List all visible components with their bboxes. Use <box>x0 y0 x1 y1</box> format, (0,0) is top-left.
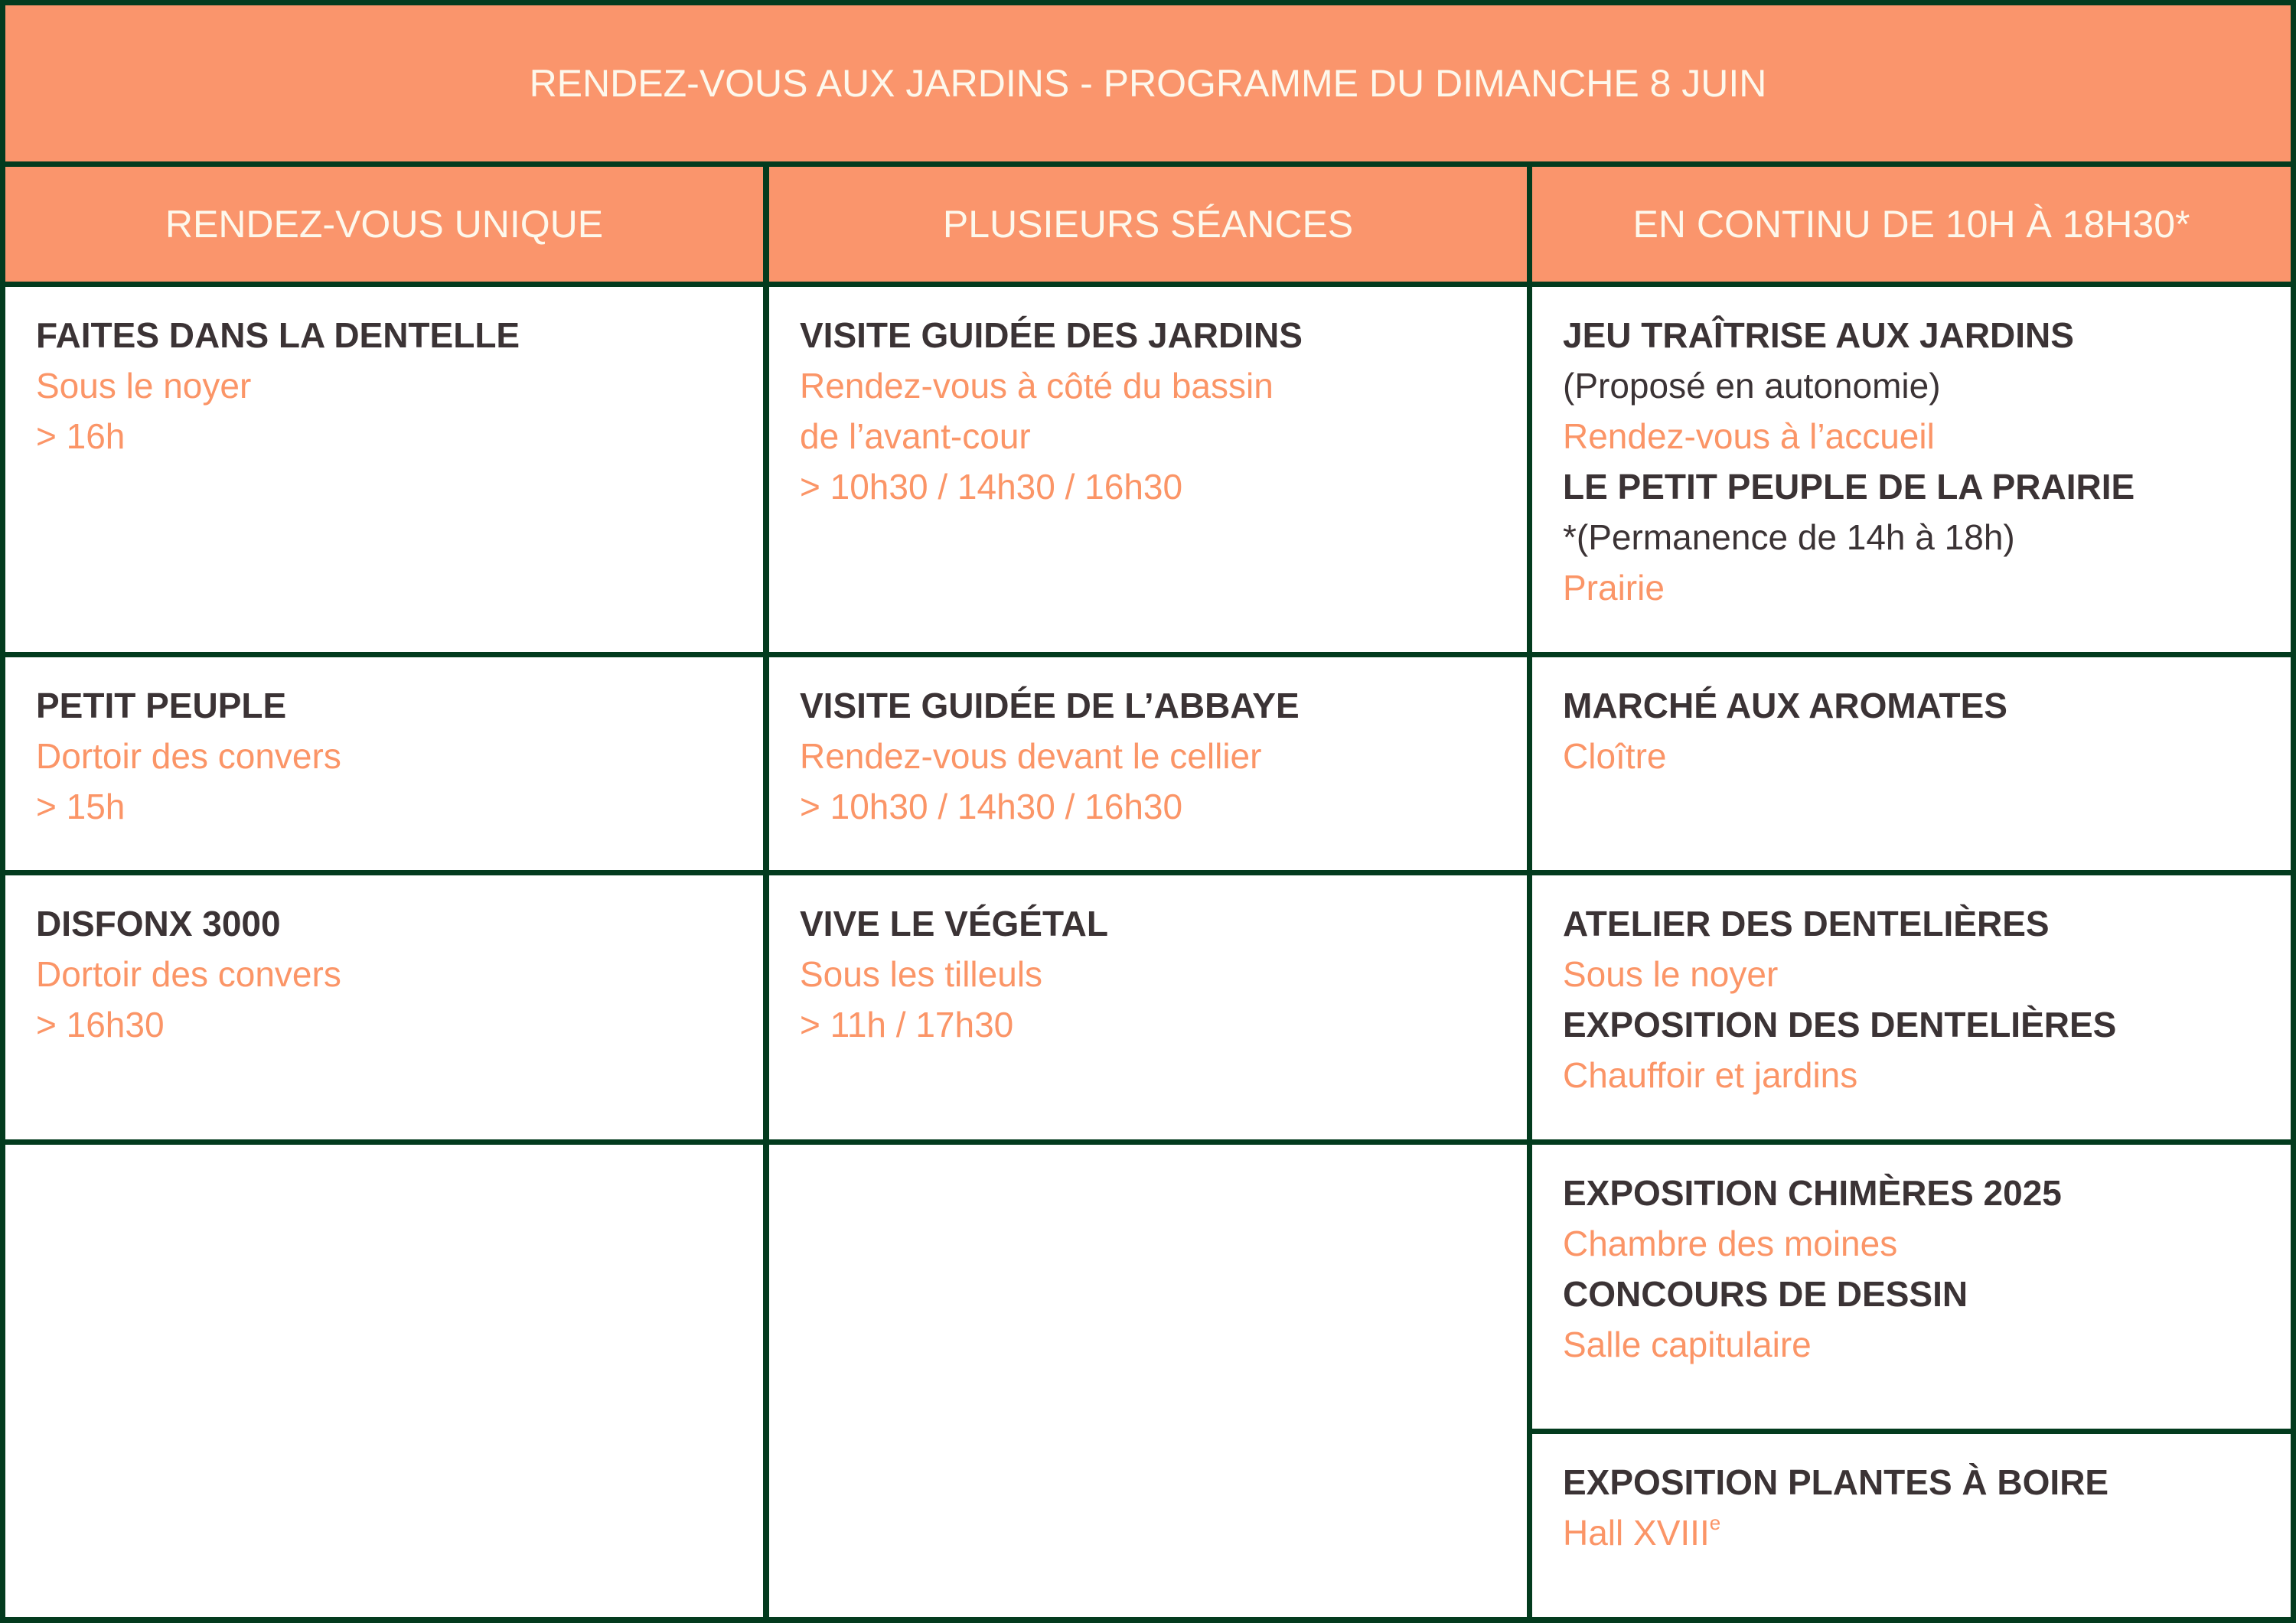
event-cell <box>1532 875 2291 1139</box>
event-time: > 11h / 17h30 <box>800 1005 1014 1045</box>
event-title: EXPOSITION PLANTES À BOIRE <box>1563 1462 2109 1502</box>
column-header-en-continu <box>1532 167 2291 282</box>
event-cell <box>1532 1145 2291 1429</box>
event-cell <box>1532 287 2291 652</box>
event-title: FAITES DANS LA DENTELLE <box>36 315 520 355</box>
event-location: Sous le noyer <box>36 366 252 406</box>
event-title: VISITE GUIDÉE DE L’ABBAYE <box>800 686 1300 725</box>
event-title: MARCHÉ AUX AROMATES <box>1563 686 2007 725</box>
event-cell <box>5 875 763 1139</box>
column-header-label: PLUSIEURS SÉANCES <box>942 203 1354 246</box>
column-header-label: RENDEZ-VOUS UNIQUE <box>165 203 604 246</box>
event-location: Chauffoir et jardins <box>1563 1055 1858 1095</box>
event-title: PETIT PEUPLE <box>36 686 287 725</box>
event-note: *(Permanence de 14h à 18h) <box>1563 517 2015 557</box>
event-title: EXPOSITION DES DENTELIÈRES <box>1563 1005 2117 1045</box>
programme-title: RENDEZ-VOUS AUX JARDINS - PROGRAMME DU DIMANCHE 8 JUIN <box>529 62 1767 105</box>
event-cell <box>5 287 763 652</box>
event-location: Salle capitulaire <box>1563 1325 1812 1364</box>
column-header-plusieurs-seances <box>769 167 1527 282</box>
event-title: CONCOURS DE DESSIN <box>1563 1274 1968 1314</box>
event-time: > 16h30 <box>36 1005 165 1045</box>
event-location: Rendez-vous devant le cellier <box>800 736 1262 776</box>
event-location-superscript: e <box>1709 1511 1721 1534</box>
event-time: > 16h <box>36 416 126 456</box>
event-cell <box>5 657 763 870</box>
event-cell <box>1532 1434 2291 1617</box>
event-title: VIVE LE VÉGÉTAL <box>800 904 1108 943</box>
event-time: > 10h30 / 14h30 / 16h30 <box>800 787 1183 826</box>
column-header-rendez-vous-unique <box>5 167 763 282</box>
event-location: Cloître <box>1563 736 1667 776</box>
event-time: > 15h <box>36 787 126 826</box>
empty-cell <box>769 1145 1527 1617</box>
empty-cell <box>5 1145 763 1617</box>
event-location: de l’avant-cour <box>800 416 1031 456</box>
event-location <box>1563 1507 2275 1558</box>
event-title: EXPOSITION CHIMÈRES 2025 <box>1563 1173 2062 1213</box>
event-location: Sous le noyer <box>1563 954 1779 994</box>
event-title: LE PETIT PEUPLE DE LA PRAIRIE <box>1563 467 2135 507</box>
event-time: > 10h30 / 14h30 / 16h30 <box>800 467 1183 507</box>
event-title: DISFONX 3000 <box>36 904 281 943</box>
event-cell <box>769 657 1527 870</box>
event-location: Rendez-vous à l’accueil <box>1563 416 1935 456</box>
event-location-text: Hall XVIII <box>1563 1513 1710 1553</box>
event-title: JEU TRAÎTRISE AUX JARDINS <box>1563 315 2074 355</box>
event-location: Rendez-vous à côté du bassin <box>800 366 1274 406</box>
event-title: VISITE GUIDÉE DES JARDINS <box>800 315 1303 355</box>
event-location: Prairie <box>1563 568 1665 608</box>
event-location: Sous les tilleuls <box>800 954 1043 994</box>
event-location: Chambre des moines <box>1563 1224 1898 1263</box>
event-location: Dortoir des convers <box>36 736 341 776</box>
column-header-label: EN CONTINU DE 10H À 18H30* <box>1632 203 2190 246</box>
event-location: Dortoir des convers <box>36 954 341 994</box>
event-cell <box>769 287 1527 652</box>
event-cell <box>1532 657 2291 870</box>
programme-title-band <box>5 5 2291 161</box>
event-cell <box>769 875 1527 1139</box>
event-note: (Proposé en autonomie) <box>1563 366 1941 406</box>
event-title: ATELIER DES DENTELIÈRES <box>1563 904 2050 943</box>
